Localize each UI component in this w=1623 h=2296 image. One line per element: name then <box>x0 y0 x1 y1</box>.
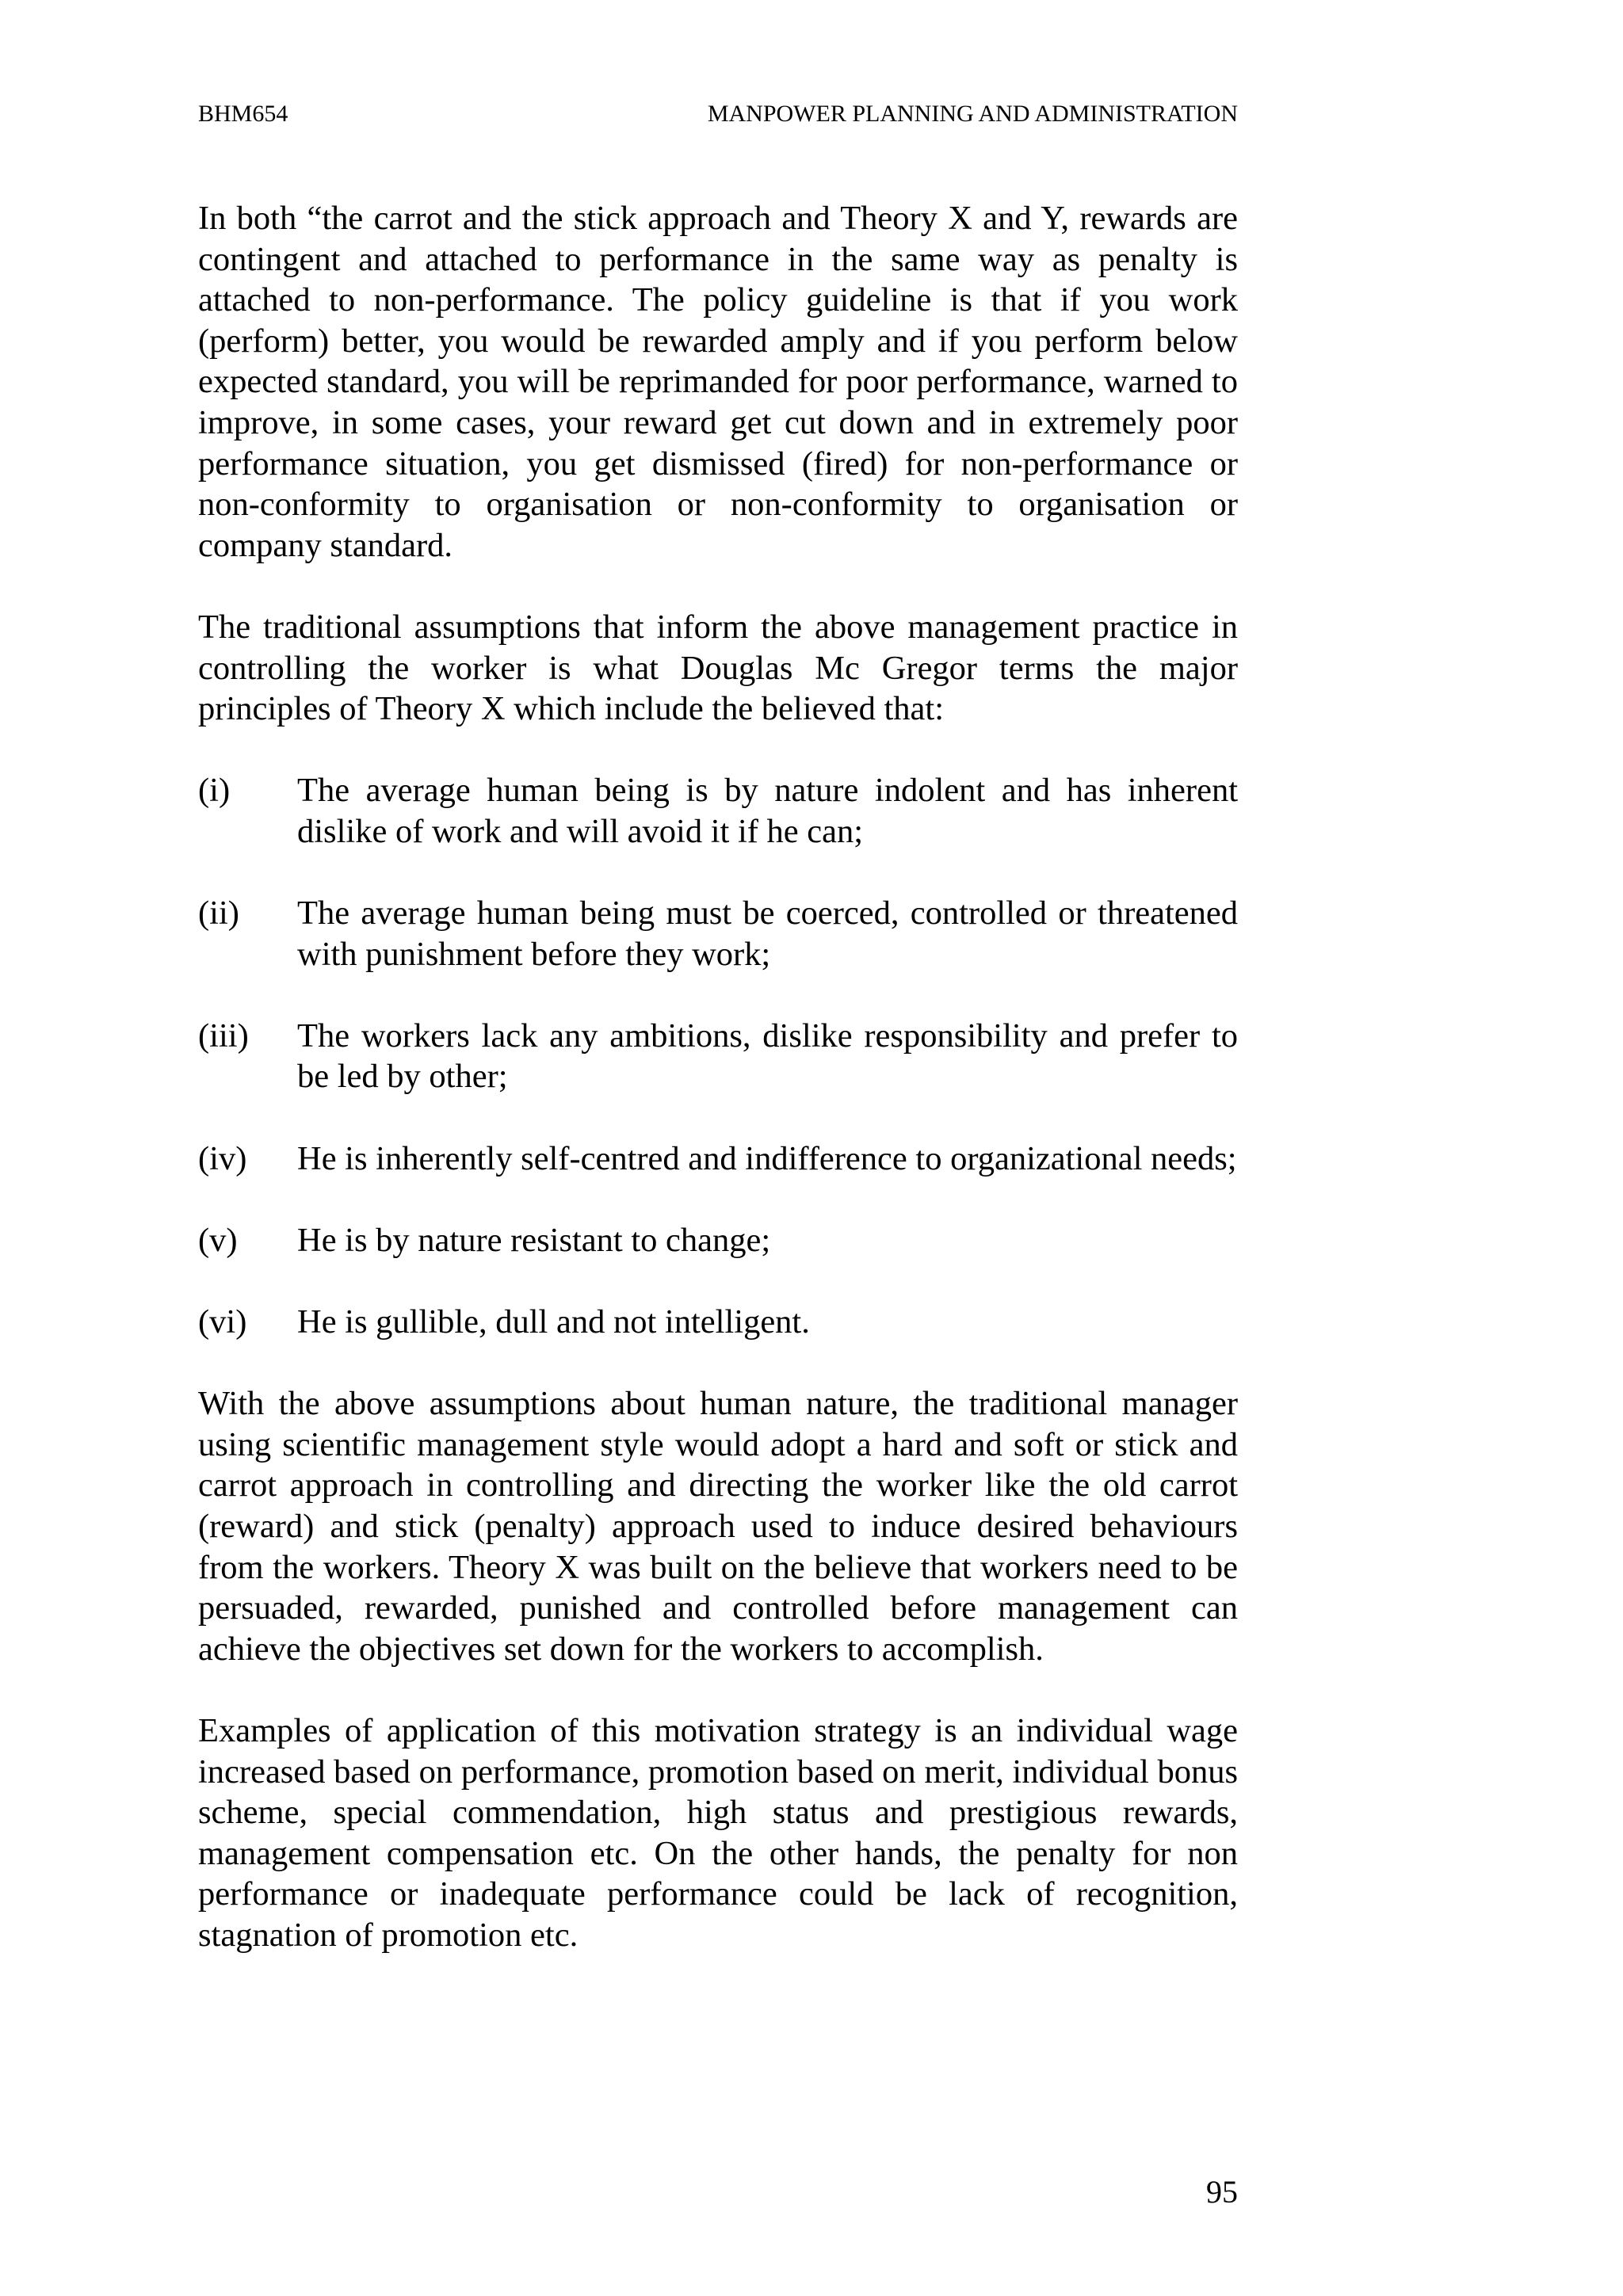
paragraph-traditional-assumptions: The traditional assumptions that inform the above management practice in controlling the worker is what Douglas Mc Gregor terms the major principles of Theory X which include the believed that: <box>198 608 1238 728</box>
paragraph-rewards-penalty: In both “the carrot and the stick approach and Theory X and Y, rewards are contingent and attached to performance in the same way as penalty is attached to non-performance. The policy guideline is that if you work (perform) better, you would be rewarded amply and if you perform below expected standard, you will be reprimanded for poor performance, warned to improve, in some cases, your reward get cut down and in extremely poor performance situation, you get dismissed (fired) for non-performance or non-conformity to organisation or non-conformity to organisation or company standard. <box>198 200 1238 564</box>
course-code: BHM654 <box>198 101 288 127</box>
page-header <box>198 98 1238 130</box>
list-item-text: He is by nature resistant to change; <box>297 1221 771 1259</box>
page-number: 95 <box>1206 2174 1238 2210</box>
list-item-number: (i) <box>198 772 231 810</box>
list-item <box>198 1220 1238 1261</box>
list-item <box>198 1138 1238 1180</box>
list-item-text: He is gullible, dull and not intelligent. <box>297 1303 810 1341</box>
list-item-text: The workers lack any ambitions, dislike responsibility and prefer to be led by other; <box>297 1016 1238 1096</box>
list-item <box>198 770 1238 852</box>
page-body <box>198 198 1238 1997</box>
paragraph-scientific-management: With the above assumptions about human nature, the traditional manager using scientific management style would adopt a hard and soft or stick and carrot approach in controlling and directing the worker like the old carrot (reward) and stick (penalty) approach used to induce desired behaviours from the workers. Theory X was built on the believe that workers need to be persuaded, rewarded, punished and controlled before management can achieve the objectives set down for the workers to accomplish. <box>198 1385 1238 1668</box>
list-item-number: (ii) <box>198 894 239 933</box>
list-item-text: He is inherently self-centred and indifference to organizational needs; <box>297 1139 1237 1177</box>
list-item-number: (v) <box>198 1221 238 1259</box>
course-title: MANPOWER PLANNING AND ADMINISTRATION <box>707 101 1238 127</box>
list-item-number: (vi) <box>198 1303 247 1341</box>
list-item <box>198 893 1238 974</box>
list-item-text: The average human being must be coerced, controlled or threatened with punishment before they work; <box>297 894 1238 973</box>
document-page <box>198 0 1238 2296</box>
list-item-text: The average human being is by nature indolent and has inherent dislike of work and will avoid it if he can; <box>297 772 1238 850</box>
paragraph-application-examples: Examples of application of this motivation strategy is an individual wage increased based on performance, promotion based on merit, individual bonus scheme, special commendation, high status and prestigious rewards, management compensation etc. On the other hands, the penalty for non performance or inadequate performance could be lack of recognition, stagnation of promotion etc. <box>198 1711 1238 1954</box>
list-item <box>198 1016 1238 1097</box>
list-item <box>198 1302 1238 1343</box>
list-item-number: (iv) <box>198 1139 247 1177</box>
list-item-number: (iii) <box>198 1016 249 1055</box>
